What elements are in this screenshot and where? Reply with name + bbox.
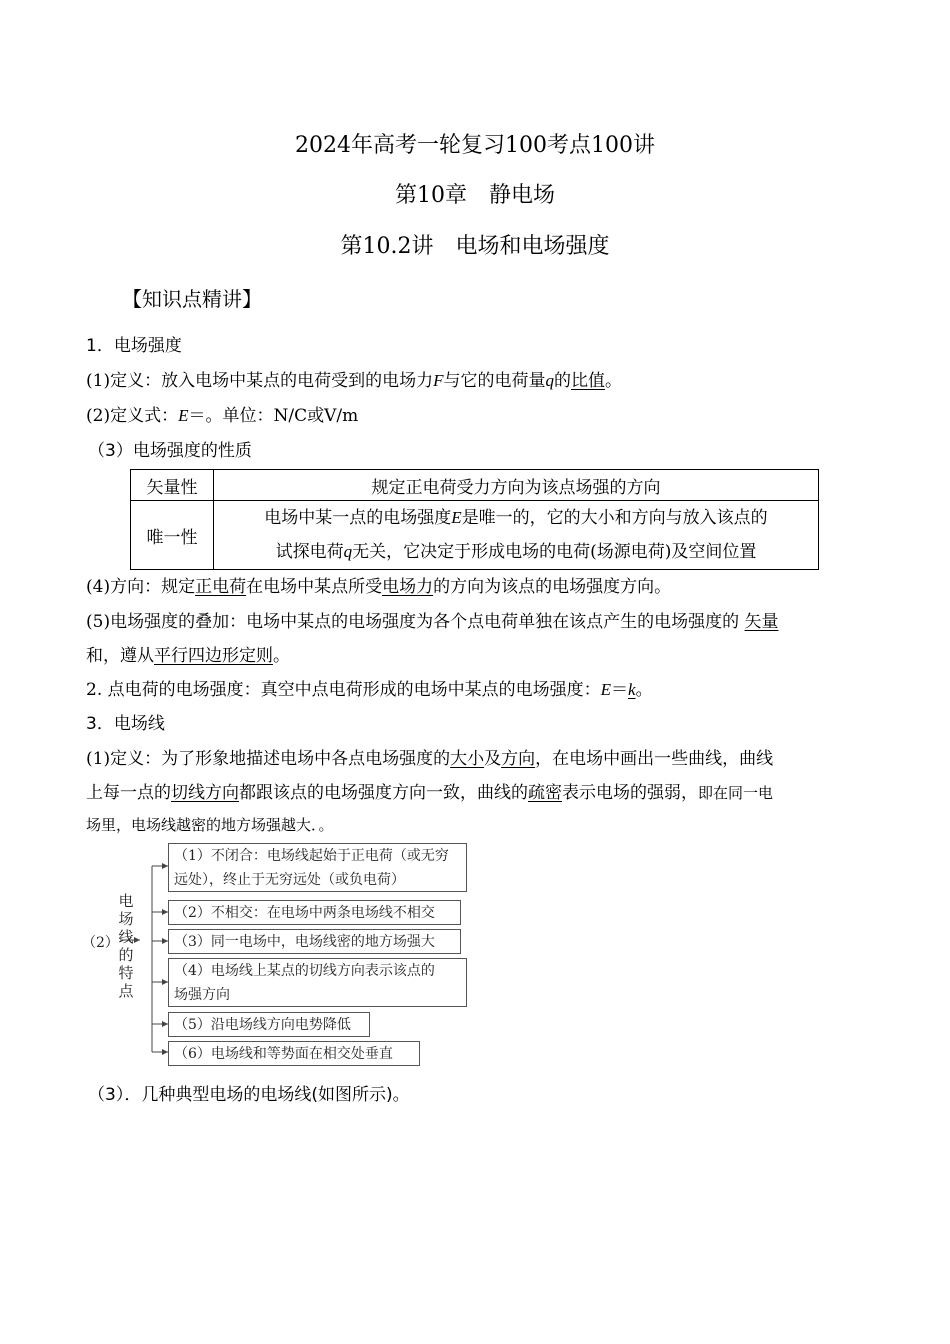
heading-field-strength: 1．电场强度 <box>86 336 182 356</box>
table-text-unique: 电场中某一点的电场强度E是唯一的，它的大小和方向与放入该点的 试探电荷q无关，它决定于形成电场的电荷(场源电荷)及空间位置 <box>214 501 819 570</box>
table-label-vector: 矢量性 <box>131 470 214 501</box>
feature-box-tangent: （4）电场线上某点的切线方向表示该点的 场强方向 <box>168 958 467 1007</box>
doc-title: 2024年高考一轮复习100考点100讲 <box>295 133 655 158</box>
field-line-features-diagram <box>80 840 480 1070</box>
table-text-vector: 规定正电荷受力方向为该点场强的方向 <box>214 470 819 501</box>
diagram-vertical-label: 电 场 线 的 特 点 <box>118 892 134 1000</box>
field-line-definition-3: 场里，电场线越密的地方场强越大．。 <box>86 816 334 834</box>
feature-box-potential: （5）沿电场线方向电势降低 <box>168 1012 370 1037</box>
feature-box-no-intersect: （2）不相交：在电场中两条电场线不相交 <box>168 900 461 925</box>
properties-table <box>130 469 819 570</box>
field-line-definition-2: 上每一点的切线方向都跟该点的电场强度方向一致，曲线的疏密表示电场的强弱，即在同一电 <box>86 783 774 803</box>
field-line-definition-1: (1)定义：为了形象地描述电场中各点电场强度的大小及方向，在电场中画出一些曲线，曲线 <box>86 749 774 769</box>
formula-line: (2)定义式：E＝。单位：N/C或V/m <box>86 406 359 426</box>
properties-heading: （3）电场强度的性质 <box>88 441 252 461</box>
feature-box-equipotential: （6）电场线和等势面在相交处垂直 <box>168 1041 420 1066</box>
definition-line: (1)定义：放入电场中某点的电荷受到的电场力F与它的电荷量q的比值。 <box>86 371 622 391</box>
lecture-title: 第10.2讲 电场和电场强度 <box>340 234 610 259</box>
section-label: 【知识点精讲】 <box>122 287 262 311</box>
typical-fields-heading: （3）．几种典型电场的电场线(如图所示)。 <box>88 1085 410 1105</box>
direction-line: (4)方向：规定正电荷在电场中某点所受电场力的方向为该点的电场强度方向。 <box>86 577 672 597</box>
point-charge-line: 2. 点电荷的电场强度：真空中点电荷形成的电场中某点的电场强度：E＝k。 <box>86 680 653 700</box>
feature-box-not-closed: （1）不闭合：电场线起始于正电荷（或无穷 远处），终止于无穷远处（或负电荷） <box>168 843 467 892</box>
heading-field-lines: 3．电场线 <box>86 714 165 734</box>
superposition-line-1: (5)电场强度的叠加：电场中某点的电场强度为各个点电荷单独在该点产生的电场强度的 矢量 <box>86 612 779 632</box>
table-label-unique: 唯一性 <box>131 501 214 570</box>
chapter-title: 第10章 静电场 <box>395 183 555 208</box>
feature-box-density: （3）同一电场中，电场线密的地方场强大 <box>168 929 461 954</box>
diagram-index: （2） <box>82 935 119 951</box>
superposition-line-2: 和，遵从平行四边形定则。 <box>86 646 290 666</box>
